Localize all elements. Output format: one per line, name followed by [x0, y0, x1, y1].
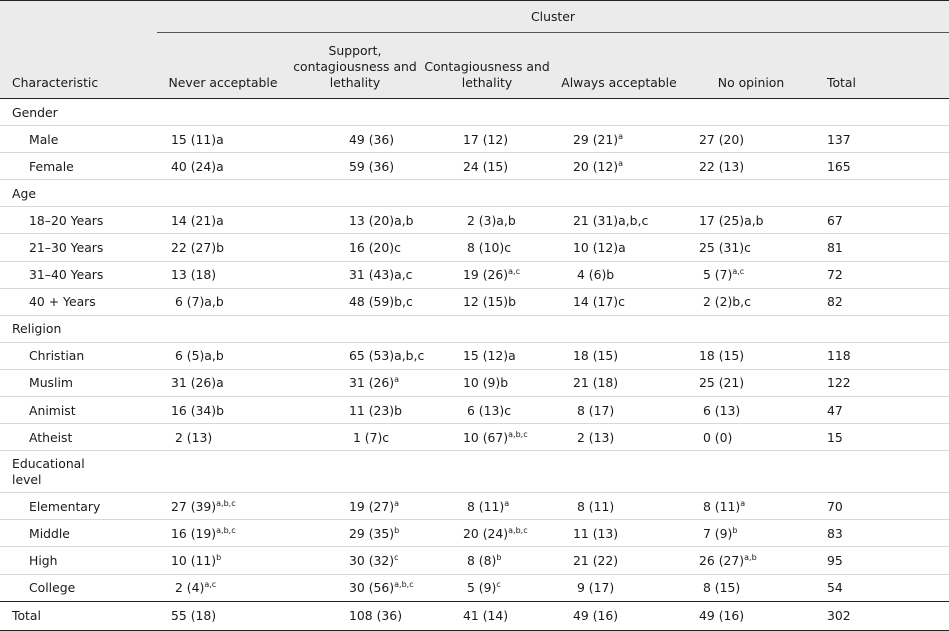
table-row — [0, 234, 949, 261]
table-cell — [421, 342, 553, 369]
cell-value: 4 (6)b — [573, 267, 615, 283]
table-cell — [157, 520, 289, 547]
table-cell — [289, 369, 421, 396]
table-cell — [421, 126, 553, 153]
row-label: 18–20 Years — [0, 207, 157, 234]
table-row — [0, 493, 949, 520]
cell-value: 8 (17) — [573, 402, 615, 418]
total-label: Total — [12, 608, 41, 624]
cell-value: 31 (26) — [349, 375, 395, 391]
table-row — [0, 574, 949, 601]
row-label: Elementary — [0, 493, 157, 520]
cell-value: 15 (11)a — [171, 131, 224, 147]
table-row — [0, 547, 949, 574]
cell-superscript: a — [618, 131, 624, 141]
table-cell — [157, 342, 289, 369]
cell-value: 17 (25)a,b — [699, 212, 764, 228]
table-cell — [421, 153, 553, 180]
cell-value: 49 (16) — [699, 608, 745, 624]
cell-value: 29 (35) — [349, 525, 395, 541]
cell-value: 0 (0) — [699, 429, 733, 445]
row-total: 137 — [817, 126, 949, 153]
cell-value: 12 (15)b — [463, 294, 517, 310]
row-label: College — [0, 574, 157, 601]
table-cell — [553, 126, 685, 153]
row-total: 165 — [817, 153, 949, 180]
table-body — [0, 99, 949, 631]
table-cell — [553, 369, 685, 396]
cell-value: 18 (15) — [573, 348, 619, 364]
cell-value: 1 (7)c — [349, 429, 390, 445]
table-cell — [553, 601, 685, 630]
empty-cell — [421, 180, 553, 207]
cell-value: 22 (27)b — [171, 240, 225, 256]
section-row — [0, 451, 949, 493]
cell-value: 13 (18) — [171, 267, 217, 283]
table-cell — [685, 574, 817, 601]
table-cell — [553, 288, 685, 315]
table-cell — [685, 520, 817, 547]
cell-value: 21 (31)a,b,c — [573, 212, 649, 228]
cell-value: 41 (14) — [463, 608, 509, 624]
cell-value: 11 (23)b — [349, 402, 403, 418]
cell-value: 15 (12)a — [463, 348, 516, 364]
cell-value: 20 (12) — [573, 158, 619, 174]
table-row — [0, 126, 949, 153]
table-row — [0, 369, 949, 396]
row-label: 40 + Years — [0, 288, 157, 315]
cell-value: 10 (67) — [463, 429, 509, 445]
cell-superscript: b — [496, 552, 502, 562]
row-label: Christian — [0, 342, 157, 369]
cell-superscript: a,c — [204, 580, 217, 590]
row-total: 70 — [817, 493, 949, 520]
empty-cell — [157, 99, 289, 126]
row-label: Animist — [0, 397, 157, 424]
cell-value: 8 (11) — [463, 498, 505, 514]
row-total: 82 — [817, 288, 949, 315]
header-always-acceptable: Always acceptable — [553, 33, 685, 99]
table-cell — [685, 397, 817, 424]
cell-value: 20 (24) — [463, 525, 509, 541]
table-cell — [289, 207, 421, 234]
cell-value: 6 (7)a,b — [171, 294, 224, 310]
table-cell — [157, 397, 289, 424]
section-title: Gender — [12, 104, 58, 120]
empty-cell — [685, 180, 817, 207]
empty-cell — [685, 451, 817, 493]
table-cell — [157, 261, 289, 288]
cell-value: 21 (22) — [573, 552, 619, 568]
table-cell — [421, 288, 553, 315]
header-no-opinion: No opinion — [685, 33, 817, 99]
table-cell — [289, 424, 421, 451]
table-row — [0, 520, 949, 547]
table-cell — [553, 153, 685, 180]
table-cell — [553, 574, 685, 601]
table-cell — [553, 520, 685, 547]
total-row — [0, 601, 949, 630]
row-total: 81 — [817, 234, 949, 261]
header-support-contagiousness-lethality: Support, contagiousness and lethality — [289, 33, 421, 99]
cell-value: 18 (15) — [699, 348, 745, 364]
table-cell — [685, 369, 817, 396]
cell-superscript: a,b,c — [216, 525, 236, 535]
table-cell — [289, 126, 421, 153]
table-cell — [685, 424, 817, 451]
row-total: 95 — [817, 547, 949, 574]
cell-superscript: a — [394, 375, 400, 385]
cell-superscript: a,c — [508, 267, 520, 277]
empty-cell — [817, 180, 949, 207]
section-row — [0, 99, 949, 126]
table-cell — [157, 574, 289, 601]
table-cell — [421, 369, 553, 396]
header-characteristic: Characteristic — [0, 33, 157, 99]
table-cell — [421, 424, 553, 451]
cell-value: 2 (3)a,b — [463, 212, 516, 228]
table-cell — [685, 288, 817, 315]
row-label: Middle — [0, 520, 157, 547]
table-cell — [553, 207, 685, 234]
table-cell — [553, 234, 685, 261]
table-cell — [157, 126, 289, 153]
cell-value: 14 (21)a — [171, 212, 224, 228]
row-total: 72 — [817, 261, 949, 288]
table-cell — [157, 424, 289, 451]
cell-value: 59 (36) — [349, 158, 395, 174]
cell-value: 65 (53)a,b,c — [349, 348, 425, 364]
empty-cell — [685, 99, 817, 126]
empty-cell — [817, 315, 949, 342]
row-label: High — [0, 547, 157, 574]
table-cell — [289, 493, 421, 520]
cell-value: 16 (19) — [171, 525, 217, 541]
row-total: 15 — [817, 424, 949, 451]
cell-value: 6 (13) — [699, 402, 741, 418]
cell-value: 29 (21) — [573, 131, 619, 147]
row-label: 21–30 Years — [0, 234, 157, 261]
cell-value: 55 (18) — [171, 608, 217, 624]
row-label: Atheist — [0, 424, 157, 451]
empty-cell — [553, 315, 685, 342]
cell-value: 8 (15) — [699, 580, 741, 596]
cell-value: 27 (20) — [699, 131, 745, 147]
row-total: 54 — [817, 574, 949, 601]
table-cell — [289, 288, 421, 315]
empty-cell — [157, 315, 289, 342]
cell-value: 2 (13) — [171, 429, 213, 445]
row-total: 122 — [817, 369, 949, 396]
empty-cell — [421, 99, 553, 126]
cell-value: 24 (15) — [463, 158, 509, 174]
table-cell — [157, 369, 289, 396]
header-never-acceptable: Never acceptable — [157, 33, 289, 99]
grand-total: 302 — [827, 608, 851, 624]
table-cell — [685, 126, 817, 153]
table-cell — [289, 261, 421, 288]
cell-value: 25 (21) — [699, 375, 745, 391]
table-cell — [157, 207, 289, 234]
empty-cell — [157, 451, 289, 493]
empty-cell — [553, 180, 685, 207]
table-row — [0, 397, 949, 424]
table-row — [0, 207, 949, 234]
cell-value: 10 (9)b — [463, 375, 509, 391]
header-contagiousness-lethality: Contagiousness and lethality — [421, 33, 553, 99]
empty-cell — [289, 315, 421, 342]
section-title: Educational level — [12, 455, 85, 487]
cell-value: 6 (13)c — [463, 402, 512, 418]
table-cell — [289, 601, 421, 630]
table-cell — [289, 397, 421, 424]
table-cell — [157, 493, 289, 520]
table-cell — [421, 547, 553, 574]
table-cell — [421, 574, 553, 601]
cell-value: 13 (20)a,b — [349, 212, 414, 228]
cell-value: 30 (32) — [349, 552, 395, 568]
row-total: 118 — [817, 342, 949, 369]
table-cell — [421, 261, 553, 288]
empty-cell — [421, 451, 553, 493]
section-row — [0, 315, 949, 342]
table-cell — [553, 547, 685, 574]
table-cell — [553, 493, 685, 520]
cell-value: 22 (13) — [699, 158, 745, 174]
section-title: Religion — [12, 321, 62, 337]
empty-cell — [553, 99, 685, 126]
cell-value: 19 (26) — [463, 267, 509, 283]
cell-value: 17 (12) — [463, 131, 509, 147]
table-cell — [289, 520, 421, 547]
cell-superscript: a — [394, 498, 400, 508]
row-label: Muslim — [0, 369, 157, 396]
cell-superscript: a,b,c — [508, 525, 528, 535]
row-total: 47 — [817, 397, 949, 424]
cell-value: 19 (27) — [349, 498, 395, 514]
empty-cell — [289, 99, 421, 126]
row-total: 83 — [817, 520, 949, 547]
table-cell — [685, 234, 817, 261]
table-cell — [553, 342, 685, 369]
empty-cell — [289, 451, 421, 493]
table-cell — [685, 493, 817, 520]
cell-value: 16 (34)b — [171, 402, 225, 418]
table-cell — [685, 153, 817, 180]
table-cell — [553, 397, 685, 424]
table-cell — [421, 493, 553, 520]
cell-value: 2 (4) — [171, 580, 205, 596]
cell-value: 10 (11) — [171, 552, 217, 568]
cell-superscript: a,b,c — [394, 580, 414, 590]
table-cell — [289, 574, 421, 601]
table-row — [0, 288, 949, 315]
table-cell — [421, 234, 553, 261]
table-row — [0, 424, 949, 451]
cell-value: 49 (36) — [349, 131, 395, 147]
section-row — [0, 180, 949, 207]
cell-superscript: b — [216, 552, 222, 562]
table-cell — [685, 207, 817, 234]
cell-value: 2 (2)b,c — [699, 294, 751, 310]
empty-cell — [685, 315, 817, 342]
empty-cell — [553, 451, 685, 493]
cell-value: 8 (11) — [573, 498, 615, 514]
table-cell — [157, 547, 289, 574]
cell-superscript: a — [740, 498, 746, 508]
table-cell — [421, 207, 553, 234]
row-label: Female — [0, 153, 157, 180]
table-cell — [553, 261, 685, 288]
cell-value: 11 (13) — [573, 525, 619, 541]
table-cell — [685, 261, 817, 288]
cell-value: 27 (39) — [171, 498, 217, 514]
cell-value: 8 (11) — [699, 498, 741, 514]
cluster-header: Cluster — [157, 1, 949, 33]
cell-value: 21 (18) — [573, 375, 619, 391]
cell-superscript: a,b,c — [508, 429, 528, 439]
table-row — [0, 342, 949, 369]
row-label: 31–40 Years — [0, 261, 157, 288]
cell-value: 10 (12)a — [573, 240, 626, 256]
cell-value: 6 (5)a,b — [171, 348, 224, 364]
cell-value: 49 (16) — [573, 608, 619, 624]
row-total: 67 — [817, 207, 949, 234]
empty-cell — [421, 315, 553, 342]
cell-superscript: a — [618, 158, 624, 168]
table-cell — [289, 153, 421, 180]
section-title: Age — [12, 185, 36, 201]
cell-superscript: b — [732, 525, 738, 535]
cell-value: 2 (13) — [573, 429, 615, 445]
cell-superscript: a,c — [732, 267, 745, 277]
table-cell — [289, 342, 425, 369]
cell-value: 8 (8) — [463, 552, 497, 568]
cell-superscript: a — [504, 498, 510, 508]
table-cell — [553, 424, 685, 451]
cell-value: 25 (31)c — [699, 240, 751, 256]
cell-value: 108 (36) — [349, 608, 403, 624]
cell-superscript: c — [496, 580, 501, 590]
table-cell — [685, 342, 817, 369]
cell-superscript: b — [394, 525, 400, 535]
cell-value: 31 (43)a,c — [349, 267, 413, 283]
cell-value: 5 (7) — [699, 267, 733, 283]
table-cell — [421, 601, 553, 630]
table-cell — [685, 601, 817, 630]
cell-value: 5 (9) — [463, 580, 497, 596]
table-row — [0, 261, 949, 288]
cell-superscript: a,b — [744, 552, 757, 562]
header-blank — [0, 1, 157, 33]
table-cell — [421, 397, 553, 424]
table-cell — [157, 288, 289, 315]
row-label: Male — [0, 126, 157, 153]
cell-value: 7 (9) — [699, 525, 733, 541]
cell-value: 30 (56) — [349, 580, 395, 596]
empty-cell — [289, 180, 421, 207]
table-cell — [421, 520, 553, 547]
table-cell — [157, 601, 289, 630]
empty-cell — [817, 451, 949, 493]
table-cell — [289, 547, 421, 574]
cell-value: 14 (17)c — [573, 294, 625, 310]
table-cell — [157, 153, 289, 180]
cell-value: 48 (59)b,c — [349, 294, 413, 310]
table-cell — [157, 234, 289, 261]
cell-superscript: c — [394, 552, 399, 562]
empty-cell — [817, 99, 949, 126]
cell-value: 31 (26)a — [171, 375, 224, 391]
cell-superscript: a,b,c — [216, 498, 236, 508]
cell-value: 26 (27) — [699, 552, 745, 568]
header-total: Total — [817, 33, 949, 99]
empty-cell — [157, 180, 289, 207]
cell-value: 16 (20)c — [349, 240, 401, 256]
cell-value: 9 (17) — [573, 580, 615, 596]
table-cell — [685, 547, 817, 574]
cell-value: 40 (24)a — [171, 158, 224, 174]
table-cell — [289, 234, 421, 261]
table-row — [0, 153, 949, 180]
cell-value: 8 (10)c — [463, 240, 512, 256]
